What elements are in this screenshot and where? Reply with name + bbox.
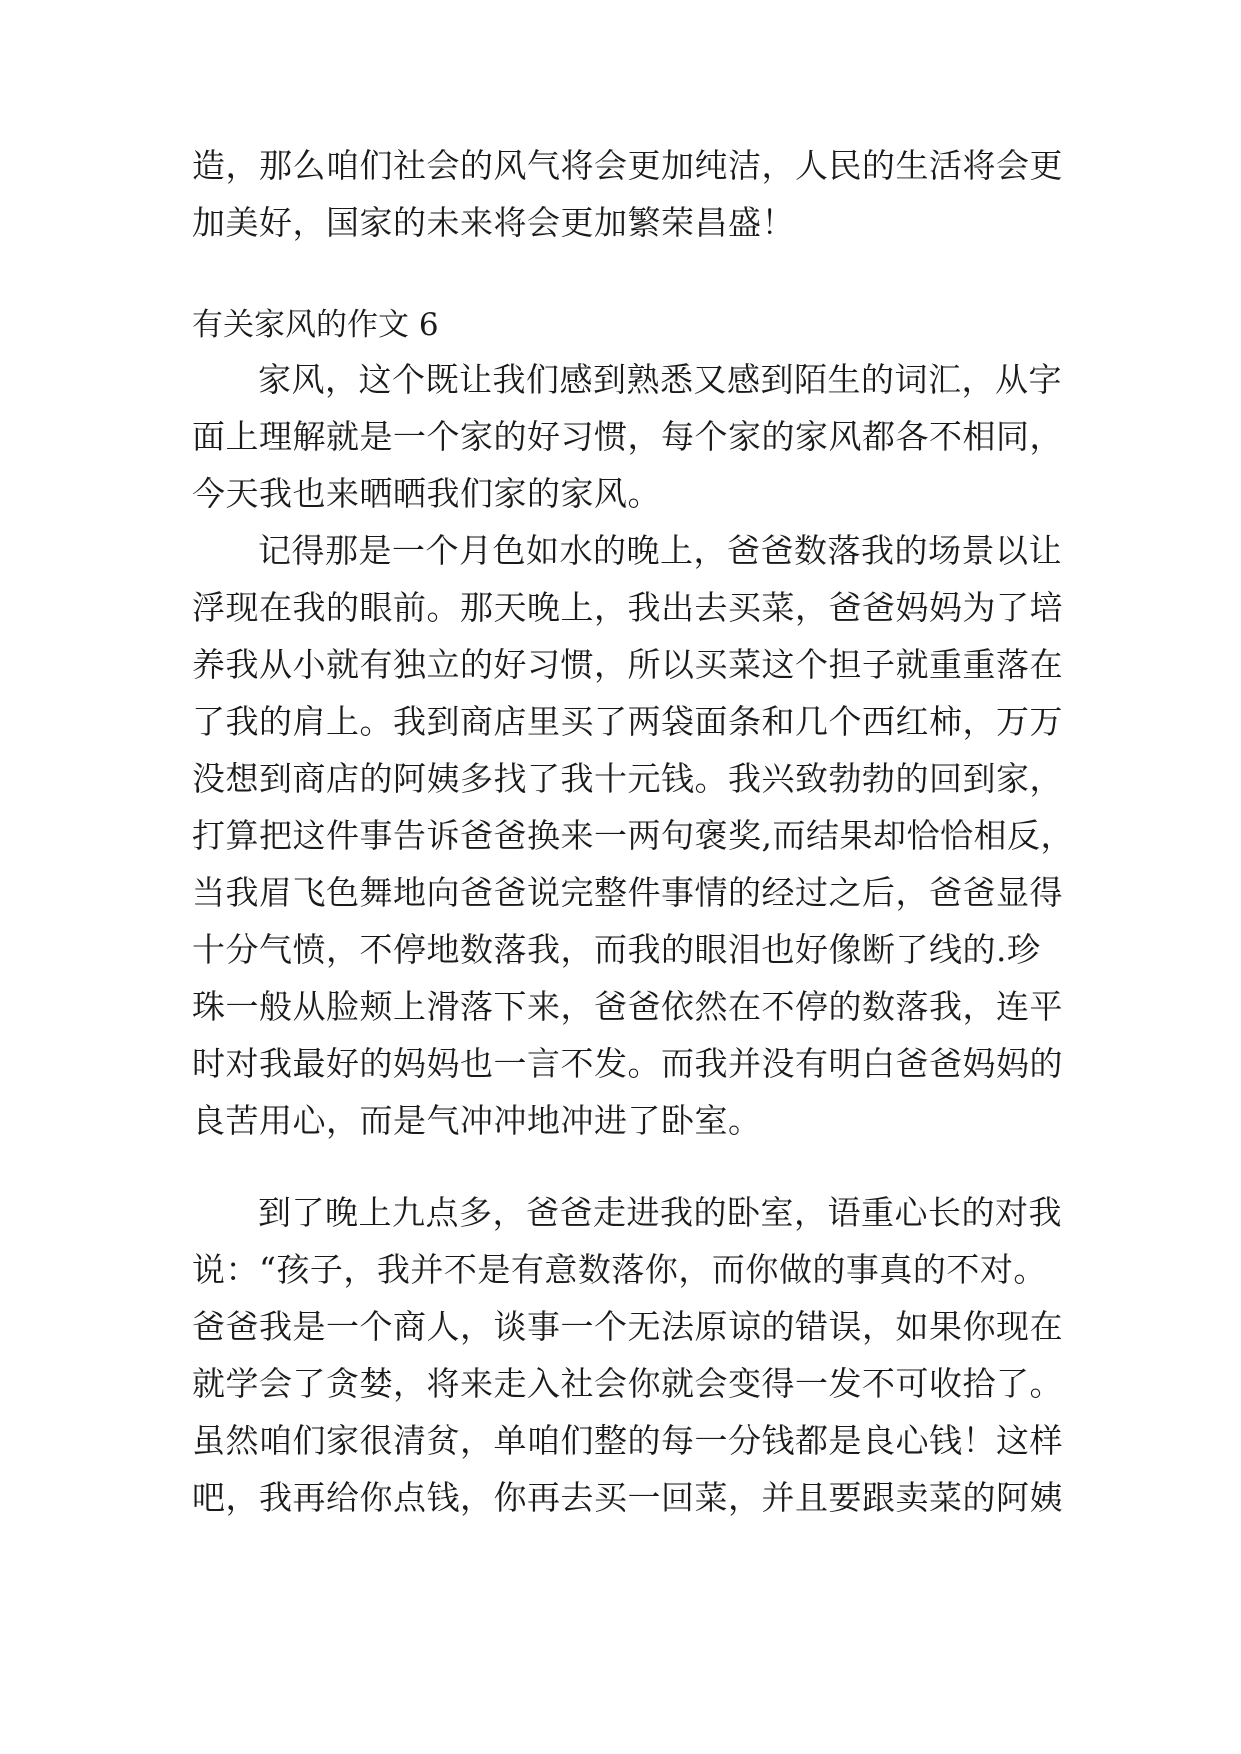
text-line: 爸爸我是一个商人，谈事一个无法原谅的错误，如果你现在 — [192, 1307, 1063, 1346]
text-line: 记得那是一个月色如水的晚上，爸爸数落我的场景以让 — [258, 531, 1062, 570]
text-line: 时对我最好的妈妈也一言不发。而我并没有明白爸爸妈妈的 — [192, 1044, 1063, 1083]
text-line: 良苦用心，而是气冲冲地冲进了卧室。 — [192, 1101, 762, 1140]
text-line: 面上理解就是一个家的好习惯，每个家的家风都各不相同， — [192, 417, 1063, 456]
text-line: 造，那么咱们社会的风气将会更加纯洁，人民的生活将会更 — [192, 146, 1063, 185]
text-line: 今天我也来晒晒我们家的家风。 — [192, 474, 661, 513]
text-line: 到了晚上九点多，爸爸走进我的卧室，语重心长的对我 — [258, 1193, 1062, 1232]
section-title: 有关家风的作文 6 — [192, 307, 439, 343]
text-line: 说：“孩子，我并不是有意数落你，而你做的事真的不对。 — [192, 1250, 1047, 1289]
text-line: 十分气愤，不停地数落我，而我的眼泪也好像断了线的.珍 — [192, 930, 1041, 969]
text-line: 当我眉飞色舞地向爸爸说完整件事情的经过之后，爸爸显得 — [192, 873, 1063, 912]
text-line: 打算把这件事告诉爸爸换来一两句褒奖,而结果却恰恰相反， — [192, 816, 1074, 855]
text-line: 浮现在我的眼前。那天晚上，我出去买菜，爸爸妈妈为了培 — [192, 588, 1063, 627]
text-line: 就学会了贪婪，将来走入社会你就会变得一发不可收拾了。 — [192, 1364, 1063, 1403]
text-line: 加美好，国家的未来将会更加繁荣昌盛！ — [192, 203, 795, 242]
text-line: 没想到商店的阿姨多找了我十元钱。我兴致勃勃的回到家， — [192, 759, 1063, 798]
text-line: 了我的肩上。我到商店里买了两袋面条和几个西红柿，万万 — [192, 702, 1063, 741]
text-line: 家风，这个既让我们感到熟悉又感到陌生的词汇，从字 — [258, 360, 1062, 399]
text-line: 珠一般从脸颊上滑落下来，爸爸依然在不停的数落我，连平 — [192, 987, 1063, 1026]
text-line: 吧，我再给你点钱，你再去买一回菜，并且要跟卖菜的阿姨 — [192, 1478, 1063, 1517]
text-line: 养我从小就有独立的好习惯，所以买菜这个担子就重重落在 — [192, 645, 1063, 684]
text-line: 虽然咱们家很清贫，单咱们整的每一分钱都是良心钱！这样 — [192, 1421, 1063, 1460]
